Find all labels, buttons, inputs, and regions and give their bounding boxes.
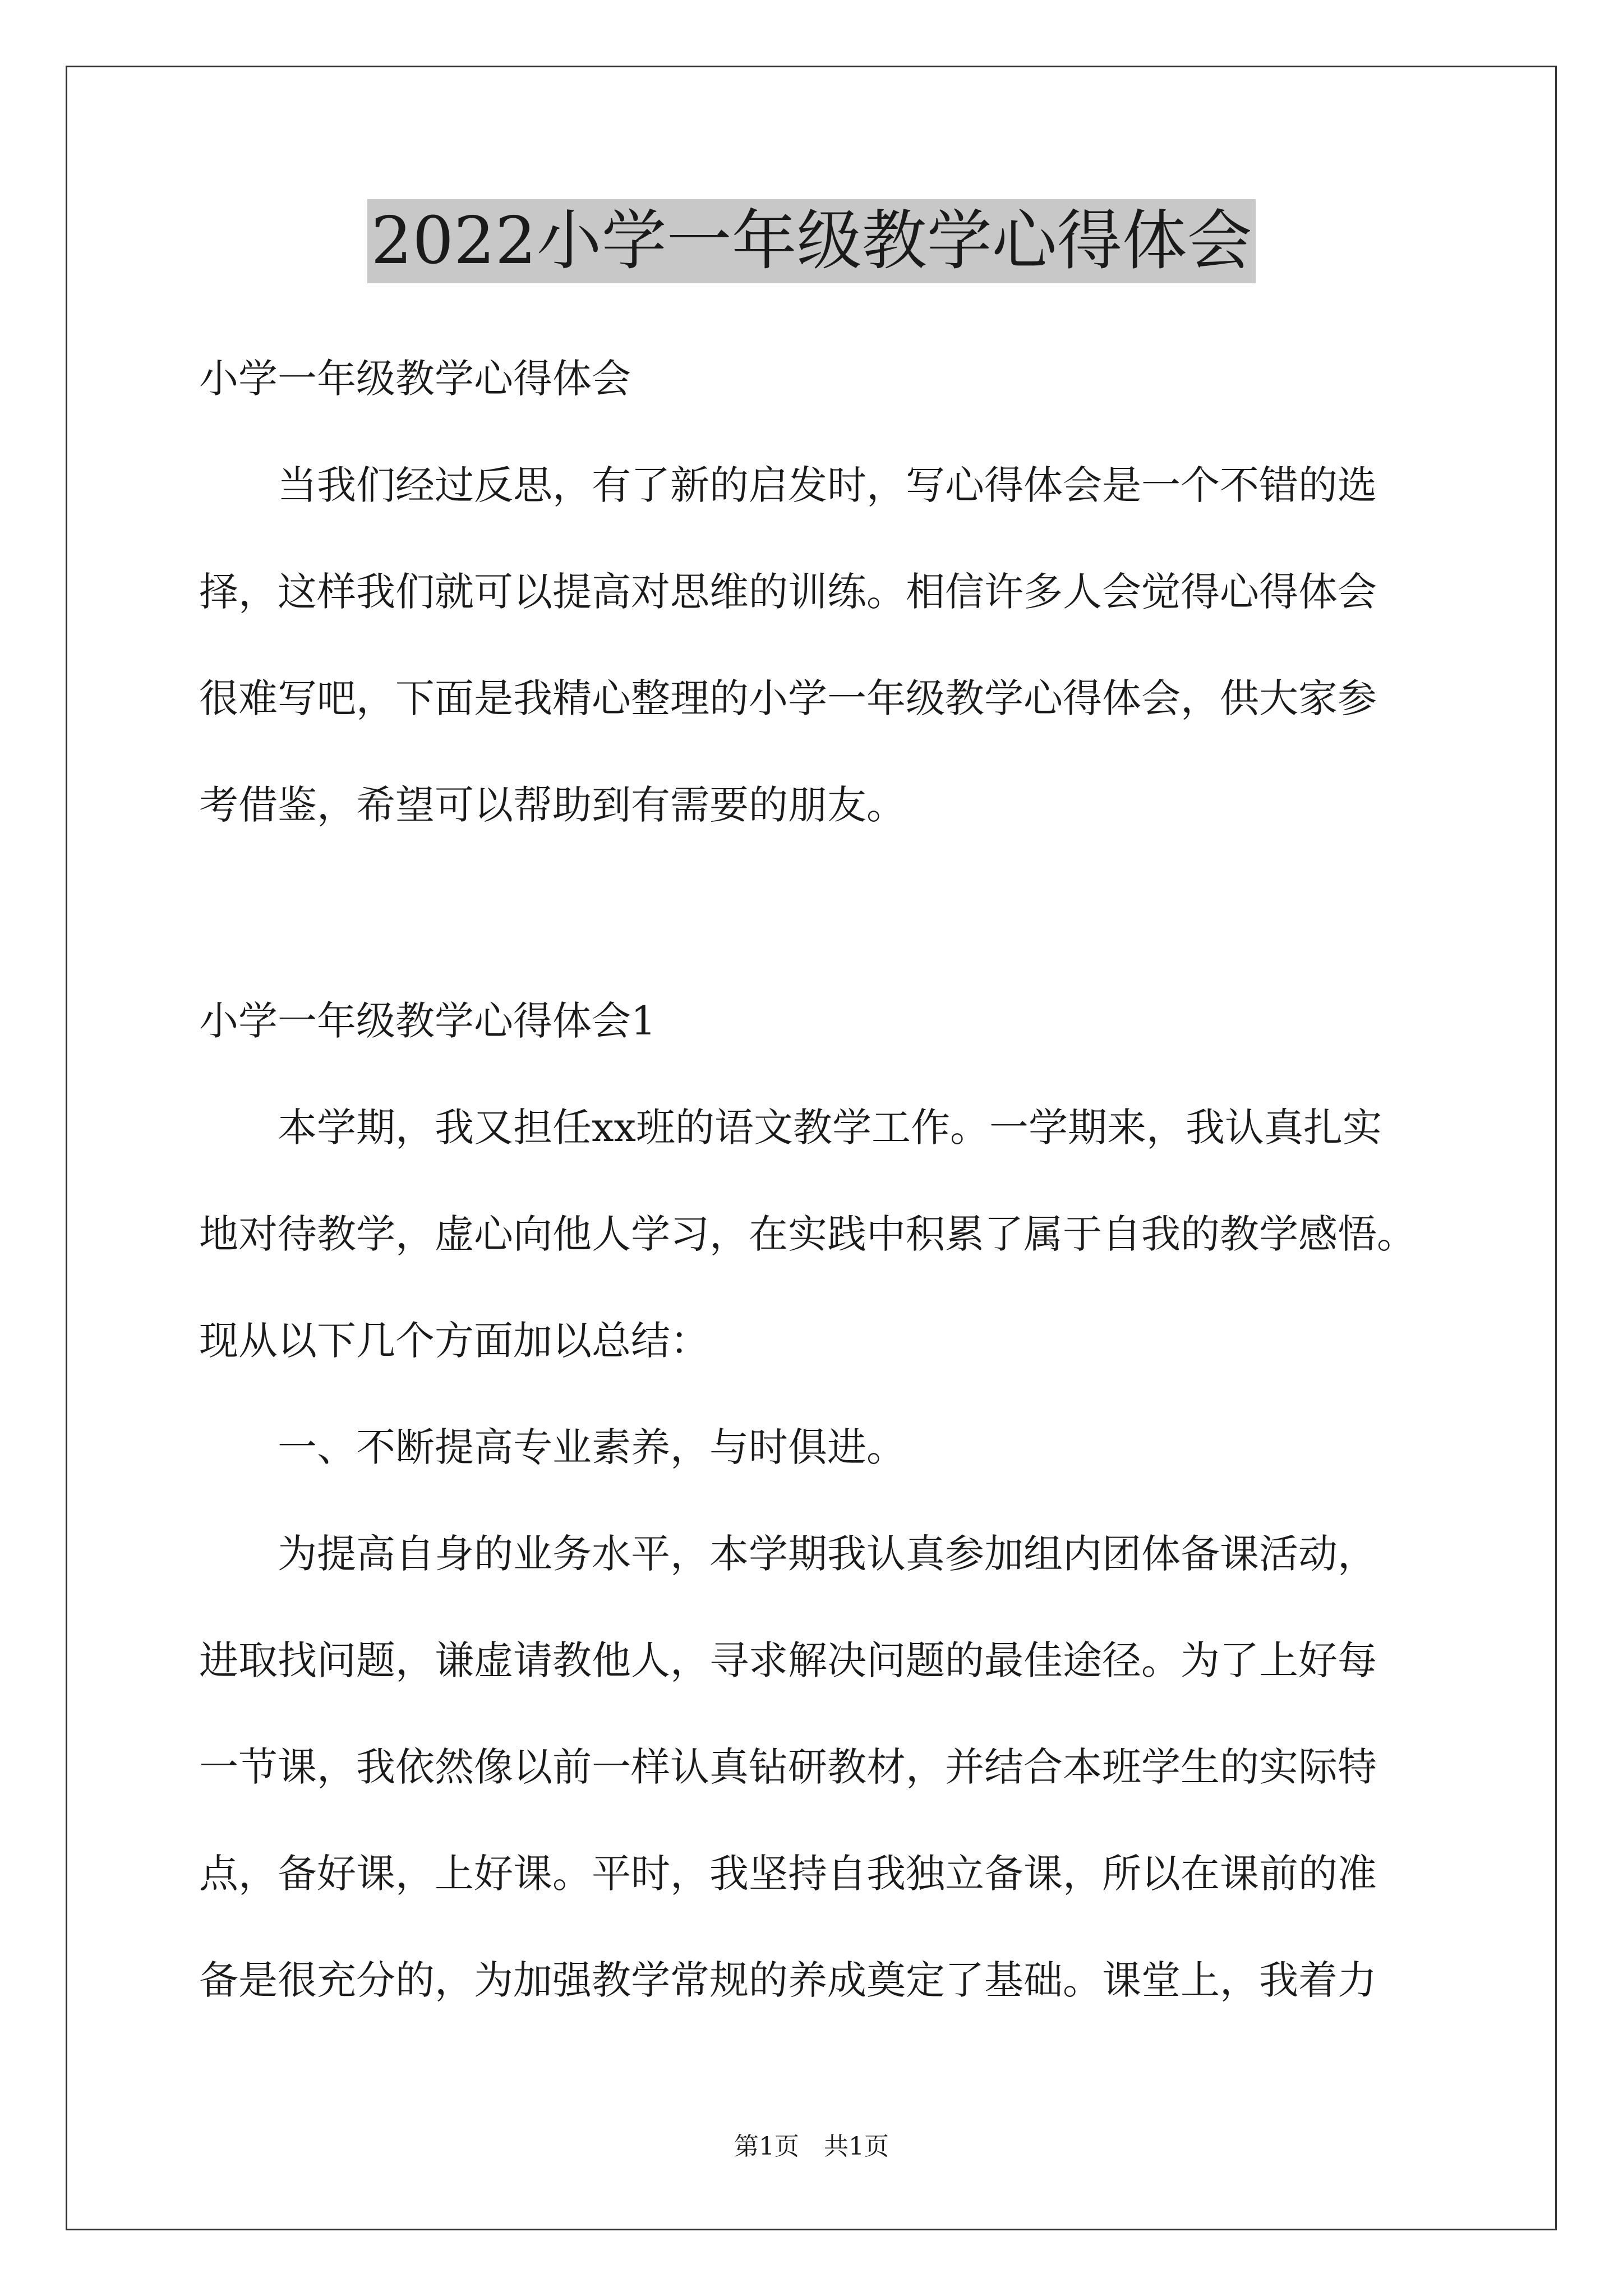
subsection-heading: 一、不断提高专业素养，与时俱进。 (199, 1424, 906, 1470)
paragraph-line: 点，备好课，上好课。平时，我坚持自我独立备课，所以在课前的准 (199, 1851, 1377, 1897)
title-container (0, 199, 1623, 283)
paragraph-line: 现从以下几个方面加以总结： (199, 1318, 709, 1364)
paragraph-line: 择，这样我们就可以提高对思维的训练。相信许多人会觉得心得体会 (199, 569, 1377, 615)
paragraph-line: 备是很充分的，为加强教学常规的养成奠定了基础。课堂上，我着力 (199, 1957, 1377, 2003)
paragraph-line: 考借鉴，希望可以帮助到有需要的朋友。 (199, 782, 906, 828)
paragraph-line: 地对待教学，虚心向他人学习，在实践中积累了属于自我的教学感悟。 (199, 1211, 1416, 1257)
page-footer: 第1页 共1页 (734, 2132, 889, 2161)
paragraph-line: 进取找问题，谦虚请教他人，寻求解决问题的最佳途径。为了上好每 (199, 1637, 1377, 1683)
paragraph-line: 当我们经过反思，有了新的启发时，写心得体会是一个不错的选 (199, 462, 1377, 508)
section-heading: 小学一年级教学心得体会1 (199, 998, 656, 1044)
paragraph-line: 一节课，我依然像以前一样认真钻研教材，并结合本班学生的实际特 (199, 1744, 1377, 1790)
paragraph-line: 本学期，我又担任xx班的语文教学工作。一学期来，我认真扎实 (199, 1105, 1382, 1151)
paragraph-line: 很难写吧，下面是我精心整理的小学一年级教学心得体会，供大家参 (199, 675, 1377, 721)
paragraph-line: 为提高自身的业务水平，本学期我认真参加组内团体备课活动， (199, 1531, 1377, 1577)
section-heading: 小学一年级教学心得体会 (199, 356, 631, 402)
document-title: 2022小学一年级教学心得体会 (367, 199, 1255, 283)
